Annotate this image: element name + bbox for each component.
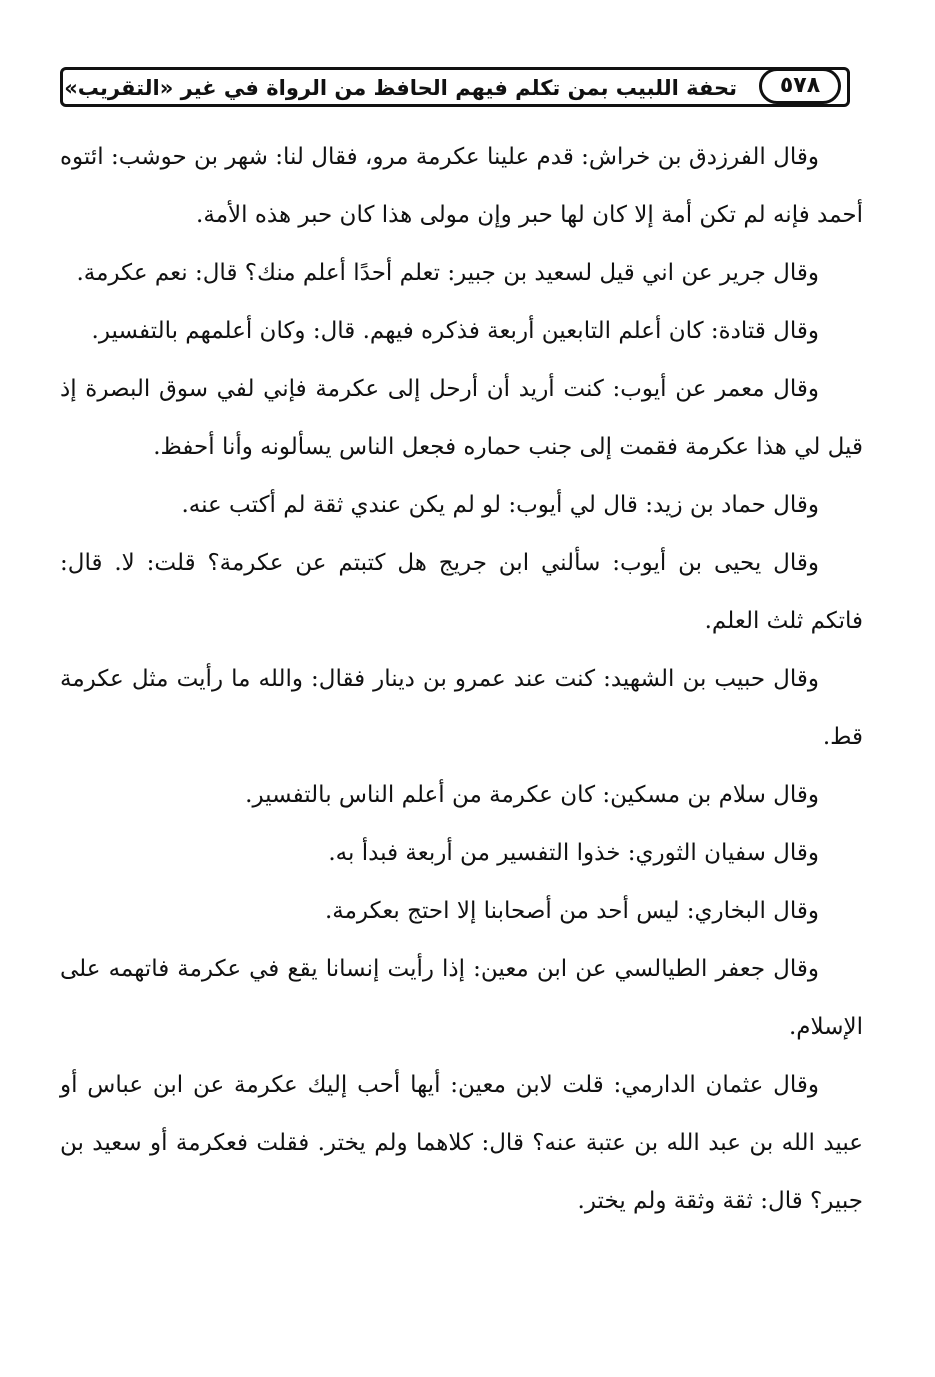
paragraph: وقال سلام بن مسكين: كان عكرمة من أعلم الناس بالتفسير. bbox=[245, 782, 819, 808]
paragraph: وقال معمر عن أيوب: كنت أريد أن أرحل إلى عكرمة فإني لفي سوق البصرة إذ قيل لي هذا عكرمة فقمت إلى جنب حماره فجعل الناس يسألونه وأنا أحفظ. bbox=[60, 376, 863, 460]
book-title: تحفة اللبيب بمن تكلم فيهم الحافظ من الرواة في غير «التقريب» bbox=[64, 76, 737, 100]
paragraph: وقال سفيان الثوري: خذوا التفسير من أربعة فبدأ به. bbox=[328, 840, 819, 866]
paragraph: وقال عثمان الدارمي: قلت لابن معين: أيها أحب إليك عكرمة عن ابن عباس أو عبيد الله بن عبد الله بن عتبة عنه؟ قال: كلاهما ولم يختر. فقلت فعكرمة أو سعيد بن جبير؟ قال: ثقة وثقة ولم يختر. bbox=[60, 1072, 863, 1214]
page-number: ٥٧٨ bbox=[759, 68, 841, 104]
paragraph: وقال حبيب بن الشهيد: كنت عند عمرو بن دينار فقال: والله ما رأيت مثل عكرمة قط. bbox=[60, 666, 863, 750]
paragraph: وقال البخاري: ليس أحد من أصحابنا إلا احتج بعكرمة. bbox=[324, 898, 819, 924]
paragraph: وقال حماد بن زيد: قال لي أيوب: لو لم يكن عندي ثقة لم أكتب عنه. bbox=[181, 492, 819, 518]
paragraph: وقال جعفر الطيالسي عن ابن معين: إذا رأيت إنسانا يقع في عكرمة فاتهمه على الإسلام. bbox=[60, 956, 863, 1040]
paragraph: وقال قتادة: كان أعلم التابعين أربعة فذكره فيهم. قال: وكان أعلمهم بالتفسير. bbox=[91, 318, 819, 344]
paragraph: وقال الفرزدق بن خراش: قدم علينا عكرمة مرو، فقال لنا: شهر بن حوشب: ائتوه أحمد فإنه لم تكن أمة إلا كان لها حبر وإن مولى هذا كان حبر هذه الأمة. bbox=[60, 144, 863, 228]
main-text bbox=[60, 128, 863, 1230]
paragraph: وقال يحيى بن أيوب: سألني ابن جريج هل كتبتم عن عكرمة؟ قلت: لا. قال: فاتكم ثلث العلم. bbox=[60, 550, 863, 634]
running-header bbox=[60, 67, 850, 107]
paragraph: وقال جرير عن اني قيل لسعيد بن جبير: تعلم أحدًا أعلم منك؟ قال: نعم عكرمة. bbox=[76, 260, 819, 286]
